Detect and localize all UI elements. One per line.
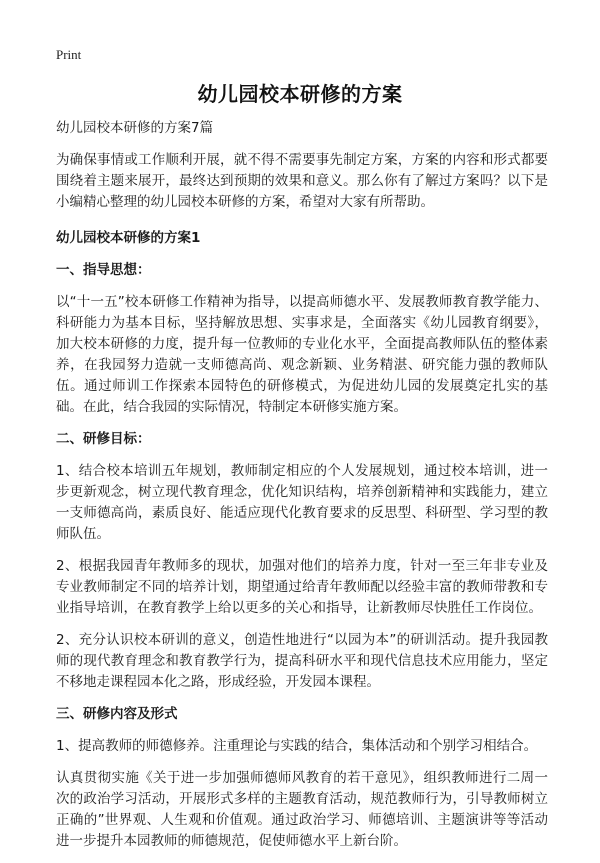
paragraph-guiding-ideology: 以“十一五”校本研修工作精神为指导，以提高师德水平、发展教师教育教学能力、科研能力为基本目标，坚持解放思想、实事求是，全面落实《幼儿园教育纲要》，加大校本研修的力度，提升每一位教师的专业化水平，全面提高教师队伍的整体素养，在我园努力造就一支师德高尚、观念新颖、业务精湛、研究能力强的教师队伍。通过师训工作探索本园特色的研修模式，为促进幼儿园的发展奠定扎实的基础。在此，结合我园的实际情况，特制定本研修实施方案。: [56, 294, 548, 415]
article-body: [56, 118, 548, 863]
paragraph-goal-1: 1、结合校本培训五年规划，教师制定相应的个人发展规划，通过校本培训，进一步更新观念，树立现代教育理念，优化知识结构，培养创新精神和实践能力，建立一支师德高尚，素质良好、能适应现代化教育要求的反思型、科研型、学习型的教师队伍。: [56, 463, 548, 542]
paragraph-content-1: 1、提高教师的师德修养。注重理论与实践的结合，集体活动和个别学习相结合。: [56, 738, 538, 754]
heading-guiding-ideology: 一、指导思想：: [56, 262, 151, 278]
article-subtitle: 幼儿园校本研修的方案7篇: [56, 120, 214, 136]
paragraph-goal-2: 2、根据我园青年教师多的现状，加强对他们的培养力度，针对一至三年非专业及专业教师制定不同的培养计划，期望通过给青年教师配以经验丰富的教师带教和专业指导培训，在教育教学上给以更多的关心和指导，让新教师尽快胜任工作岗位。: [56, 558, 548, 616]
intro-paragraph: 为确保事情或工作顺利开展，就不得不需要事先制定方案，方案的内容和形式都要围绕着主题来展开，最终达到预期的效果和意义。那么你有了解过方案吗？以下是小编精心整理的幼儿园校本研修的方案，希望对大家有所帮助。: [56, 152, 548, 210]
heading-training-goals: 二、研修目标：: [56, 431, 151, 447]
page-title: 幼儿园校本研修的方案: [197, 82, 403, 106]
section-title: 幼儿园校本研修的方案1: [56, 230, 201, 246]
paragraph-content-2: 认真贯彻实施《关于进一步加强师德师风教育的若干意见》，组织教师进行二周一次的政治学习活动，开展形式多样的主题教育活动，规范教师行为，引导教师树立正确的”世界观、人生观和价值观。通过政治学习、师德培训、主题演讲等等活动进一步提升本园教师的师德规范，促使师德水平上新台阶。: [56, 770, 548, 849]
print-link[interactable]: Print: [56, 47, 82, 62]
paragraph-goal-3: 2、充分认识校本研训的意义，创造性地进行“以园为本”的研训活动。提升我园教师的现代教育理念和教育教学行为，提高科研水平和现代信息技术应用能力，坚定不移地走课程园本化之路，形成经验，开发园本课程。: [56, 632, 548, 690]
heading-content-and-form: 三、研修内容及形式: [56, 706, 178, 722]
